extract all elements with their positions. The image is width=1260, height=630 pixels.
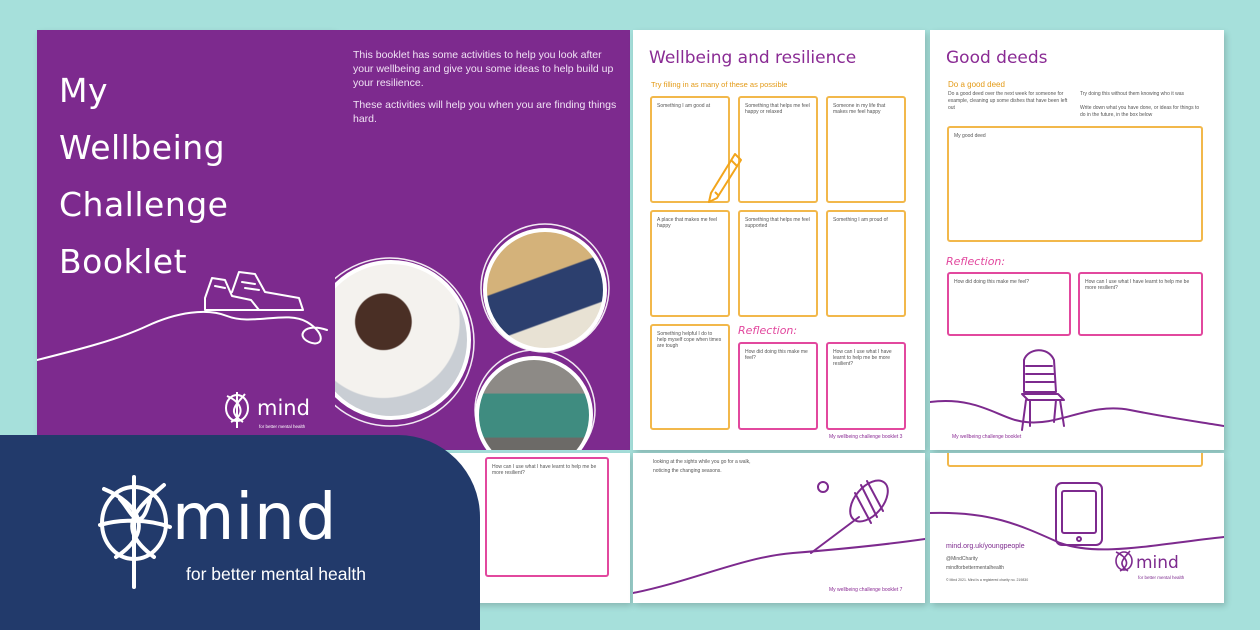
good-deeds-bullet: Do a good deed over the next week for someone for example, cleaning up some dishes that have been left out [948, 91, 1068, 111]
resilience-instruction: Try filling in as many of these as possible [651, 80, 788, 89]
prompt-box[interactable] [826, 210, 906, 317]
mind-logo-icon [219, 388, 259, 432]
twitter-handle[interactable]: @MindCharity [946, 556, 978, 562]
resilience-page [633, 30, 925, 450]
prompt-box[interactable] [738, 96, 818, 203]
good-deed-label: My good deed [954, 133, 986, 139]
prompt-label: Someone in my life that makes me feel happy [833, 103, 886, 115]
cover-logo-word: mind [257, 396, 310, 420]
prompt-box[interactable] [650, 324, 730, 430]
mind-brand-banner [0, 435, 480, 630]
mind-scribble-logo-icon [90, 469, 180, 594]
sneakers-icon [37, 30, 335, 450]
cover-title-line: My [59, 71, 109, 110]
prompt-label: Something I am good at [657, 103, 711, 109]
tennis-racket-icon [633, 453, 925, 603]
reflection-question: How did doing this make me feel? [954, 279, 1030, 285]
reflection-box[interactable] [826, 342, 906, 430]
good-deeds-bullet: Write down what you have done, or ideas for things to do in the future, in the box below [1080, 105, 1200, 118]
cover-logo-tagline: for better mental health [259, 424, 306, 429]
prompt-box[interactable] [738, 210, 818, 317]
deeds-reflection-title: Reflection: [946, 255, 1006, 268]
banner-tagline: for better mental health [186, 564, 366, 584]
cover-title-line: Booklet [59, 242, 188, 281]
pencil-icon [705, 150, 745, 206]
reflection-box[interactable] [738, 342, 818, 430]
prompt-label: Something I am proud of [833, 217, 888, 223]
resilience-footer: My wellbeing challenge booklet 3 [829, 434, 903, 440]
website-link[interactable]: mind.org.uk/youngpeople [946, 543, 1025, 550]
reflection-question: How can I use what I have learnt to help me be more resilient? [492, 464, 597, 476]
reflection-title: Reflection: [738, 324, 798, 337]
cover-title-line: Challenge [59, 185, 229, 224]
prompt-box[interactable] [650, 210, 730, 317]
contact-logo-word: mind [1136, 553, 1179, 573]
prompt-label: Something that helps me feel supported [745, 217, 810, 229]
chair-icon [930, 30, 1224, 450]
reflection-question: How did doing this make me feel? [745, 349, 808, 361]
cover-page [37, 30, 335, 450]
reflection-question: How can I use what I have learnt to help me be more resilient? [833, 349, 892, 367]
mind-logo-icon [1111, 547, 1139, 577]
reflection-question: How can I use what I have learnt to help me be more resilient? [1085, 279, 1190, 291]
cover-title-line: Wellbeing [59, 128, 226, 167]
intro-page [335, 30, 630, 450]
copyright: © Mind 2021. Mind is a registered charity no. 219830 [946, 578, 1029, 582]
intro-paragraph-1: This booklet has some activities to help you look after your wellbeing and give you some ideas to help build up your resilience. [353, 49, 614, 89]
good-deeds-page [930, 30, 1224, 450]
good-deeds-title: Good deeds [946, 48, 1048, 68]
prompt-label: A place that makes me feel happy [657, 217, 718, 229]
prompt-label: Something that helps me feel happy or relaxed [745, 103, 810, 115]
contact-page [930, 453, 1224, 603]
walk-tip: noticing the changing seasons. [653, 468, 722, 474]
prompt-label: Something helpful I do to help myself cope when times are tough [657, 331, 722, 349]
good-deeds-bullet: Try doing this without them knowing who it was [1080, 91, 1185, 97]
banner-logo-word: mind [172, 481, 338, 555]
intro-paragraph-2: These activities will help you when you are finding things hard. [353, 99, 617, 125]
good-deeds-footer: My wellbeing challenge booklet [952, 434, 1022, 440]
good-deeds-subtitle: Do a good deed [948, 80, 1005, 89]
reflection-box[interactable] [485, 457, 609, 577]
walk-footer: My wellbeing challenge booklet 7 [829, 587, 903, 593]
prompt-box[interactable] [826, 96, 906, 203]
contact-logo-tagline: for better mental health [1138, 575, 1185, 580]
walk-tip: looking at the sights while you go for a walk, [653, 459, 751, 465]
resilience-title: Wellbeing and resilience [649, 48, 857, 68]
facebook-handle[interactable]: mindforbettermentalhealth [946, 565, 1005, 571]
student-photo-2 [483, 228, 607, 352]
walk-page [633, 453, 925, 603]
